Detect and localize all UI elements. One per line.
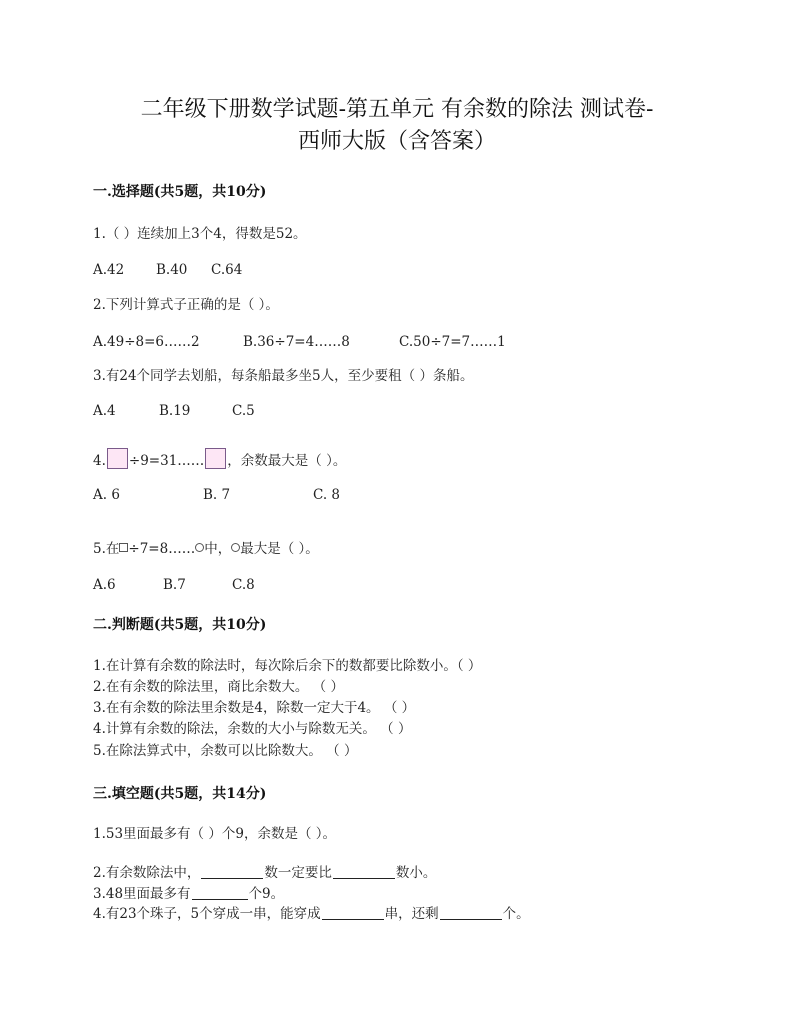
q4-prefix: 4.: [93, 453, 106, 469]
circle-symbol-icon: [195, 543, 204, 552]
q2-part-b: 数一定要比: [264, 865, 332, 881]
section-judge-heading: 二.判断题(共5题，共10分): [93, 617, 267, 633]
option-b: B.36÷7=4……8: [243, 334, 350, 350]
remainder-box-icon: [205, 448, 226, 469]
option-b: B.40: [156, 262, 188, 278]
option-a: A.49÷8=6……2: [93, 334, 200, 350]
judge-item-5: 5.在除法算式中，余数可以比除数大。 （ ）: [93, 743, 358, 759]
option-c: C.5: [232, 403, 255, 419]
judge-item-3: 3.在有余数的除法里余数是4，除数一定大于4。 （ ）: [93, 700, 416, 716]
answer-blank: [440, 905, 502, 920]
choice-question-5-options: [93, 576, 255, 594]
judge-item-1: 1.在计算有余数的除法时，每次除后余下的数都要比除数小。（ ）: [93, 658, 482, 674]
q4-part-a: 4.有23个珠子，5个穿成一串，能穿成: [93, 906, 321, 922]
q2-part-a: 2.有余数除法中，: [93, 865, 201, 881]
answer-blank: [322, 905, 384, 920]
option-c: C.64: [211, 262, 243, 278]
answer-blank: [333, 864, 395, 879]
choice-question-2: 2.下列计算式子正确的是（ ）。: [93, 297, 279, 313]
fill-question-2: [93, 864, 436, 882]
option-c: C.8: [232, 577, 255, 593]
answer-blank: [201, 864, 263, 879]
q5-prefix: 5.在: [93, 541, 120, 557]
choice-question-2-options: [93, 333, 506, 351]
option-a: A.4: [93, 403, 116, 419]
choice-question-5: [93, 540, 319, 558]
circle-symbol-icon: [231, 543, 240, 552]
q3-part-a: 3.48里面最多有: [93, 886, 191, 902]
page-title-line-1: 二年级下册数学试题-第五单元 有余数的除法 测试卷-: [140, 97, 654, 122]
choice-question-4-options: [93, 486, 340, 504]
judge-item-2: 2.在有余数的除法里，商比余数大。 （ ）: [93, 679, 344, 695]
choice-question-3-options: [93, 402, 255, 420]
fill-question-4: [93, 905, 530, 923]
page-title-line-2: 西师大版（含答案）: [297, 129, 496, 154]
judge-item-4: 4.计算有余数的除法，余数的大小与除数无关。 （ ）: [93, 721, 412, 737]
fill-question-1: 1.53里面最多有（ ）个9，余数是（ ）。: [93, 826, 336, 842]
option-a: A.42: [93, 262, 125, 278]
section-choice-heading: 一.选择题(共5题，共10分): [93, 184, 267, 200]
q4-middle: ÷9=31……: [128, 453, 205, 469]
option-b: B.19: [159, 403, 191, 419]
option-c: C. 8: [313, 487, 341, 503]
q3-part-b: 个9。: [248, 886, 285, 902]
q4-part-b: 串，还剩: [384, 906, 439, 922]
choice-question-1-options: [93, 261, 242, 279]
q4-part-c: 个。: [502, 906, 530, 922]
choice-question-4: [93, 448, 346, 470]
option-c: C.50÷7=7……1: [399, 334, 506, 350]
q4-suffix: ，余数最大是（ ）。: [227, 453, 347, 469]
choice-question-3: 3.有24个同学去划船，每条船最多坐5人，至少要租（ ）条船。: [93, 368, 474, 384]
dividend-box-icon: [107, 448, 128, 469]
option-a: A.6: [93, 577, 116, 593]
answer-blank: [192, 885, 248, 900]
option-a: A. 6: [93, 487, 120, 503]
q5-suffix: 最大是（ ）。: [240, 541, 319, 557]
q5-mid2: 中，: [204, 541, 232, 557]
option-b: B. 7: [203, 487, 231, 503]
fill-question-3: [93, 885, 284, 903]
q2-part-c: 数小。: [395, 865, 437, 881]
q5-mid1: ÷7=8……: [128, 541, 196, 557]
section-fill-heading: 三.填空题(共5题，共14分): [93, 786, 267, 802]
choice-question-1: 1.（ ）连续加上3个4，得数是52。: [93, 226, 307, 242]
option-b: B.7: [163, 577, 186, 593]
